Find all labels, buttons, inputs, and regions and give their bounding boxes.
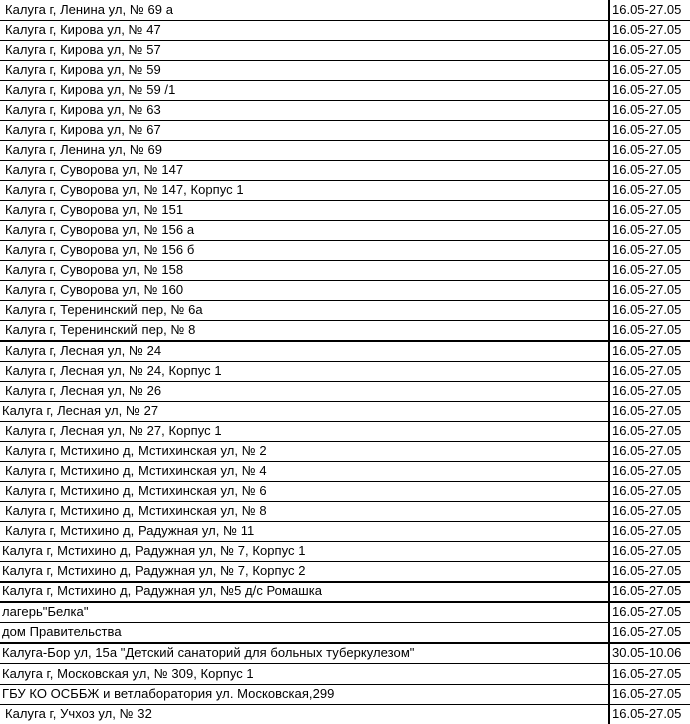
table-row xyxy=(0,541,690,562)
address-cell: Калуга г, Лесная ул, № 24 xyxy=(5,343,162,358)
table-row xyxy=(0,280,690,301)
period-cell: 16.05-27.05 xyxy=(612,2,682,17)
address-cell: Калуга г, Суворова ул, № 156 а xyxy=(5,222,195,237)
table-row xyxy=(0,421,690,442)
table-row xyxy=(0,300,690,321)
address-cell: Калуга г, Суворова ул, № 147, Корпус 1 xyxy=(5,182,244,197)
address-cell: Калуга г, Ленина ул, № 69 а xyxy=(5,2,174,17)
period-cell: 16.05-27.05 xyxy=(612,543,682,558)
table-row xyxy=(0,320,690,342)
address-cell: Калуга г, Мстихино д, Радужная ул, № 11 xyxy=(5,523,255,538)
period-cell: 16.05-27.05 xyxy=(612,182,682,197)
period-cell: 16.05-27.05 xyxy=(612,383,682,398)
address-cell: Калуга-Бор ул, 15а "Детский санаторий для больных туберкулезом" xyxy=(2,645,415,660)
period-cell: 16.05-27.05 xyxy=(612,262,682,277)
period-cell: 16.05-27.05 xyxy=(612,523,682,538)
address-cell: Калуга г, Суворова ул, № 147 xyxy=(5,162,184,177)
table-row xyxy=(0,401,690,422)
period-cell: 16.05-27.05 xyxy=(612,102,682,117)
table-row xyxy=(0,561,690,583)
table-row xyxy=(0,160,690,181)
table-row xyxy=(0,20,690,41)
period-cell: 16.05-27.05 xyxy=(612,343,682,358)
table-row xyxy=(0,481,690,502)
address-cell: Калуга г, Московская ул, № 309, Корпус 1 xyxy=(2,666,254,681)
period-cell: 16.05-27.05 xyxy=(612,302,682,317)
period-cell: 16.05-27.05 xyxy=(612,242,682,257)
address-cell: Калуга г, Суворова ул, № 158 xyxy=(5,262,184,277)
table-row xyxy=(0,664,690,685)
table-row xyxy=(0,441,690,462)
address-cell: Калуга г, Мстихино д, Радужная ул, № 7, Корпус 2 xyxy=(2,563,306,578)
period-cell: 16.05-27.05 xyxy=(612,403,682,418)
period-cell: 16.05-27.05 xyxy=(612,463,682,478)
period-cell: 16.05-27.05 xyxy=(612,503,682,518)
table-row xyxy=(0,60,690,81)
address-cell: Калуга г, Теренинский пер, № 6а xyxy=(5,302,203,317)
table-row xyxy=(0,0,690,21)
address-cell: Калуга г, Мстихино д, Мстихинская ул, № 6 xyxy=(5,483,267,498)
period-cell: 16.05-27.05 xyxy=(612,122,682,137)
address-cell: Калуга г, Суворова ул, № 156 б xyxy=(5,242,195,257)
period-cell: 30.05-10.06 xyxy=(612,645,682,660)
period-cell: 16.05-27.05 xyxy=(612,563,682,578)
period-cell: 16.05-27.05 xyxy=(612,62,682,77)
period-cell: 16.05-27.05 xyxy=(612,222,682,237)
table-row xyxy=(0,200,690,221)
address-cell: Калуга г, Мстихино д, Мстихинская ул, № 4 xyxy=(5,463,267,478)
address-cell: Калуга г, Лесная ул, № 26 xyxy=(5,383,162,398)
address-cell: Калуга г, Кирова ул, № 59 /1 xyxy=(5,82,176,97)
table-row xyxy=(0,80,690,101)
table-row xyxy=(0,361,690,382)
address-cell: Калуга г, Лесная ул, № 27, Корпус 1 xyxy=(5,423,222,438)
table-row xyxy=(0,180,690,201)
table-row xyxy=(0,704,690,724)
period-cell: 16.05-27.05 xyxy=(612,162,682,177)
period-cell: 16.05-27.05 xyxy=(612,706,682,721)
table-row xyxy=(0,260,690,281)
table-row xyxy=(0,643,690,664)
table-row xyxy=(0,40,690,61)
period-cell: 16.05-27.05 xyxy=(612,363,682,378)
address-cell: Калуга г, Ленина ул, № 69 xyxy=(5,142,163,157)
address-cell: Калуга г, Кирова ул, № 63 xyxy=(5,102,161,117)
table-row xyxy=(0,140,690,161)
period-cell: 16.05-27.05 xyxy=(612,22,682,37)
period-cell: 16.05-27.05 xyxy=(612,583,682,598)
period-cell: 16.05-27.05 xyxy=(612,202,682,217)
period-cell: 16.05-27.05 xyxy=(612,666,682,681)
table-row xyxy=(0,521,690,542)
table-row xyxy=(0,461,690,482)
period-cell: 16.05-27.05 xyxy=(612,483,682,498)
table-row xyxy=(0,501,690,522)
address-cell: Калуга г, Мстихино д, Радужная ул, № 7, Корпус 1 xyxy=(2,543,306,558)
table-row xyxy=(0,684,690,705)
address-cell: Калуга г, Лесная ул, № 24, Корпус 1 xyxy=(5,363,222,378)
table-row xyxy=(0,240,690,261)
table-row xyxy=(0,220,690,241)
period-cell: 16.05-27.05 xyxy=(612,624,682,639)
table-row xyxy=(0,622,690,644)
period-cell: 16.05-27.05 xyxy=(612,42,682,57)
address-cell: Калуга г, Мстихино д, Мстихинская ул, № 8 xyxy=(5,503,267,518)
table-row xyxy=(0,602,690,623)
address-cell: Калуга г, Суворова ул, № 160 xyxy=(5,282,184,297)
address-cell: Калуга г, Мстихино д, Мстихинская ул, № 2 xyxy=(5,443,267,458)
address-cell: лагерь"Белка" xyxy=(2,604,89,619)
period-cell: 16.05-27.05 xyxy=(612,443,682,458)
table-row xyxy=(0,341,690,362)
period-cell: 16.05-27.05 xyxy=(612,282,682,297)
period-cell: 16.05-27.05 xyxy=(612,322,682,337)
address-cell: Калуга г, Кирова ул, № 57 xyxy=(5,42,161,57)
table-row xyxy=(0,120,690,141)
address-cell: Калуга г, Учхоз ул, № 32 xyxy=(5,706,152,721)
address-cell: Калуга г, Кирова ул, № 59 xyxy=(5,62,161,77)
period-cell: 16.05-27.05 xyxy=(612,423,682,438)
period-cell: 16.05-27.05 xyxy=(612,82,682,97)
address-cell: дом Правительства xyxy=(2,624,122,639)
address-cell: Калуга г, Кирова ул, № 67 xyxy=(5,122,161,137)
period-cell: 16.05-27.05 xyxy=(612,142,682,157)
address-cell: ГБУ КО ОСББЖ и ветлаборатория ул. Московская,299 xyxy=(2,686,335,701)
address-cell: Калуга г, Кирова ул, № 47 xyxy=(5,22,161,37)
address-cell: Калуга г, Лесная ул, № 27 xyxy=(2,403,159,418)
address-cell: Калуга г, Суворова ул, № 151 xyxy=(5,202,184,217)
period-cell: 16.05-27.05 xyxy=(612,604,682,619)
table-row xyxy=(0,581,690,603)
address-cell: Калуга г, Мстихино д, Радужная ул, №5 д/с Ромашка xyxy=(2,583,323,598)
address-cell: Калуга г, Теренинский пер, № 8 xyxy=(5,322,196,337)
table-row xyxy=(0,100,690,121)
period-cell: 16.05-27.05 xyxy=(612,686,682,701)
table-row xyxy=(0,381,690,402)
